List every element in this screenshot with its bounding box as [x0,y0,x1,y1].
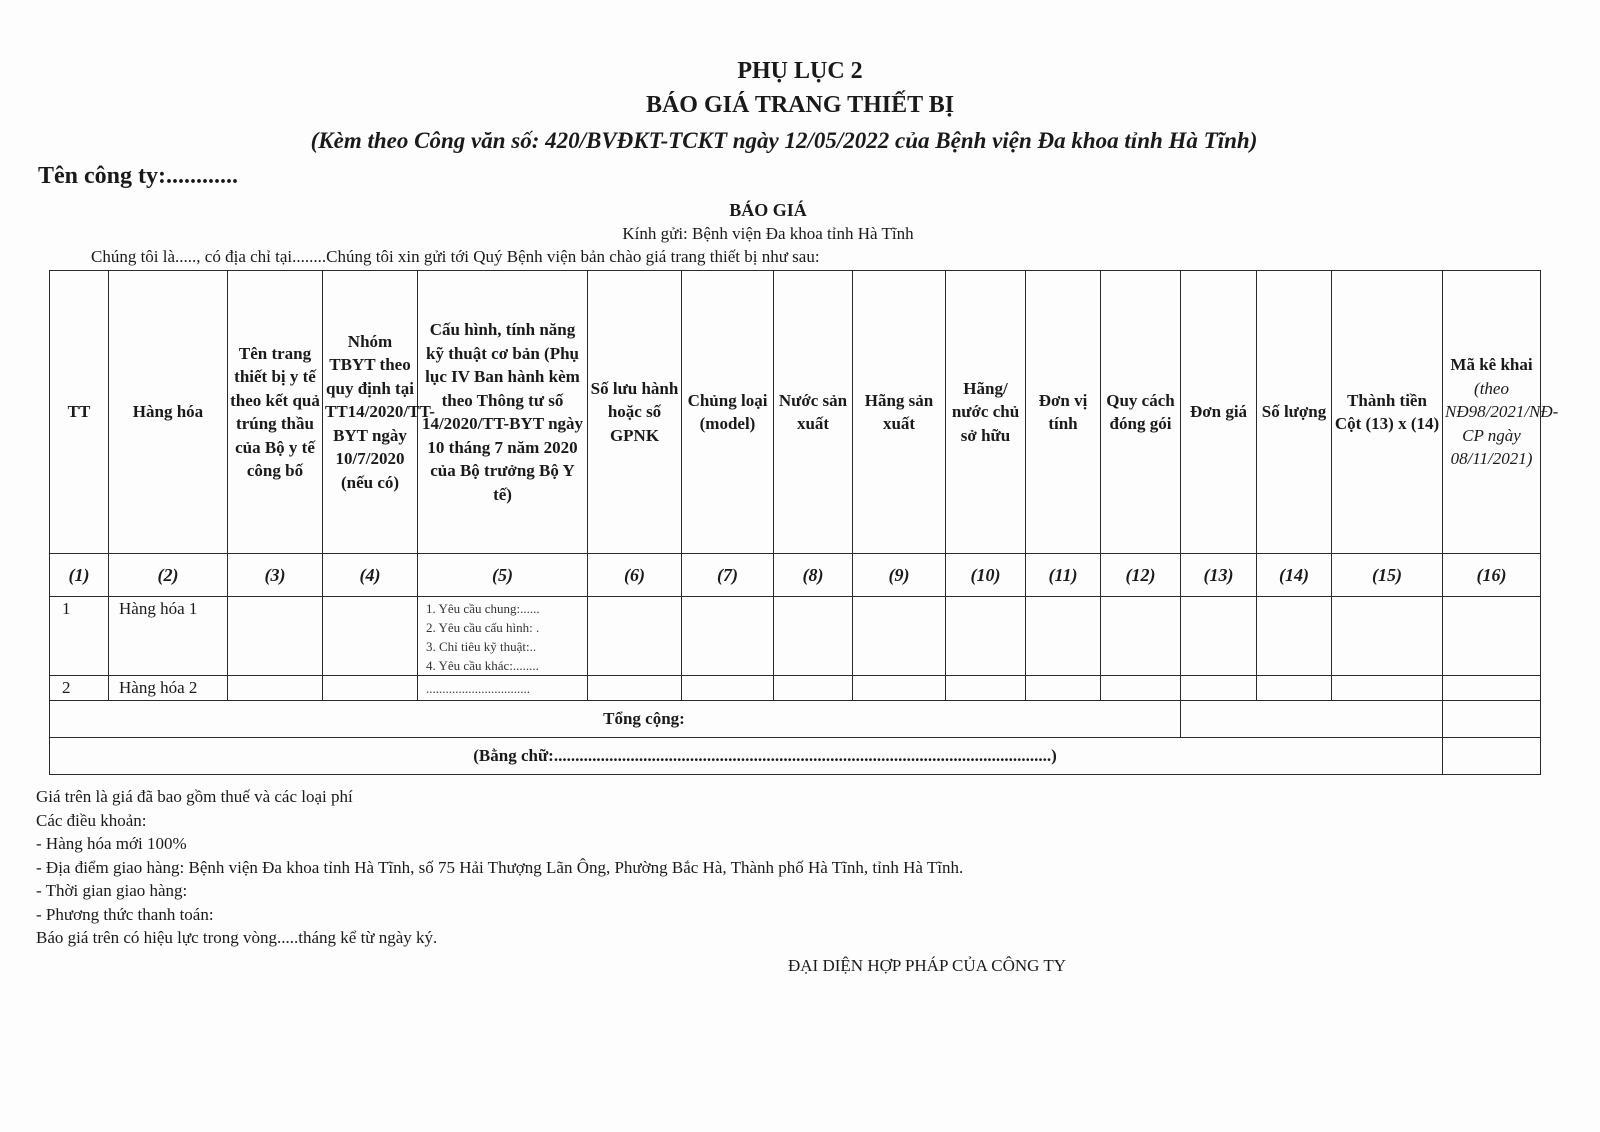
cell-empty [853,597,946,676]
table-row [50,597,1541,676]
document-title: BÁO GIÁ TRANG THIẾT BỊ [645,92,955,118]
amount-in-words-row [50,738,1541,775]
amount-in-words: (Bằng chữ:.....................................................................................................................) [50,738,1443,775]
header-unit-price: Đơn giá [1181,271,1257,554]
col-num: (10) [946,554,1026,597]
note-line: Giá trên là giá đã bao gồm thuế và các loại phí [36,787,353,806]
row-item: Hàng hóa 1 [109,597,228,676]
col-num: (14) [1257,554,1332,597]
spec-line: 3. Chỉ tiêu kỹ thuật:.. [426,639,537,654]
quote-recipient: Kính gửi: Bệnh viện Đa khoa tỉnh Hà Tĩnh [622,224,914,243]
note-line: - Địa điểm giao hàng: Bệnh viện Đa khoa tỉnh Hà Tĩnh, số 75 Hải Thượng Lãn Ông, Phường Bắc Hà, Thành phố Hà Tĩnh, tỉnh Hà Tĩnh. [36,857,964,877]
row-spec [418,597,588,676]
cell-empty [228,676,323,701]
col-num: (1) [50,554,109,597]
note-line: - Phương thức thanh toán: [36,904,214,924]
cell-empty [1332,676,1443,701]
cell-empty [853,676,946,701]
cell-empty [1026,676,1101,701]
header-country: Nước sản xuất [774,271,853,554]
cell-empty [323,676,418,701]
header-tt: TT [50,271,109,554]
total-label: Tổng cộng: [50,701,1181,738]
note-line: Báo giá trên có hiệu lực trong vòng.....tháng kể từ ngày ký. [36,928,438,947]
note-line: - Hàng hóa mới 100% [36,834,187,853]
cell-empty [682,676,774,701]
table-row [50,676,1541,701]
cell-empty [1101,676,1181,701]
spec-line: 1. Yêu cầu chung:...... [426,601,540,616]
cell-empty [1332,597,1443,676]
quote-intro: Chúng tôi là....., có địa chỉ tại........Chúng tôi xin gửi tới Quý Bệnh viện bản chào giá trang thiết bị như sau: [91,247,820,266]
spec-line: 4. Yêu cầu khác:........ [426,658,539,673]
header-item: Hàng hóa [109,271,228,554]
col-num: (15) [1332,554,1443,597]
header-declaration-code [1443,271,1559,554]
cell-empty [774,597,853,676]
cell-empty [1443,738,1541,775]
row-tt: 2 [50,676,109,701]
cell-empty [1181,676,1257,701]
cell-empty [1257,676,1332,701]
header-unit: Đơn vị tính [1026,271,1101,554]
cell-empty [588,676,682,701]
row-item: Hàng hóa 2 [109,676,228,701]
cell-empty [1181,597,1257,676]
header-device-group: Nhóm TBYT theo quy định tại TT14/2020/TT-BYT ngày 10/7/2020 (nếu có) [323,271,418,554]
header-row [50,271,1541,554]
cell-empty [1026,597,1101,676]
header-spec: Cấu hình, tính năng kỹ thuật cơ bản (Phụ lục IV Ban hành kèm theo Thông tư số 14/2020/TT-BYT ngày 10 tháng 7 năm 2020 của Bộ trưởng Bộ Y tế) [418,271,588,554]
header-model: Chủng loại (model) [682,271,774,554]
header-manufacturer: Hãng sản xuất [853,271,946,554]
cell-empty [588,597,682,676]
cell-empty [228,597,323,676]
header-device-name: Tên trang thiết bị y tế theo kết quả trúng thầu của Bộ y tế công bố [228,271,323,554]
row-tt: 1 [50,597,109,676]
row-spec: ................................ [418,676,588,701]
declaration-code-note: (theo NĐ98/2021/NĐ-CP ngày 08/11/2021) [1445,378,1559,469]
terms-notes [36,785,963,950]
header-owner: Hãng/ nước chủ sở hữu [946,271,1026,554]
quote-table [49,270,1559,775]
total-amount [1181,701,1443,738]
header-license: Số lưu hành hoặc số GPNK [588,271,682,554]
cell-empty [946,676,1026,701]
quote-title: BÁO GIÁ [729,200,807,220]
col-num: (12) [1101,554,1181,597]
cell-empty [323,597,418,676]
col-num: (13) [1181,554,1257,597]
col-num: (16) [1443,554,1541,597]
col-num: (5) [418,554,588,597]
cell-empty [682,597,774,676]
header-packaging: Quy cách đóng gói [1101,271,1181,554]
header-quantity: Số lượng [1257,271,1332,554]
cell-empty [946,597,1026,676]
cell-empty [1443,676,1541,701]
cell-empty [1257,597,1332,676]
signature-label: ĐẠI DIỆN HỢP PHÁP CỦA CÔNG TY [788,956,1067,975]
column-number-row [50,554,1541,597]
col-num: (2) [109,554,228,597]
declaration-code-label: Mã kê khai [1450,355,1533,375]
cell-empty [1443,701,1541,738]
note-line: Các điều khoản: [36,810,147,830]
document-subtitle: (Kèm theo Công văn số: 420/BVĐKT-TCKT ngày 12/05/2022 của Bệnh viện Đa khoa tỉnh Hà Tĩnh) [310,128,1258,153]
company-name-line: Tên công ty:............ [38,163,238,189]
cell-empty [774,676,853,701]
cell-empty [1101,597,1181,676]
col-num: (4) [323,554,418,597]
cell-empty [1443,597,1541,676]
col-num: (6) [588,554,682,597]
spec-line: 2. Yêu cầu cấu hình: . [426,620,540,635]
total-row [50,701,1541,738]
col-num: (7) [682,554,774,597]
col-num: (3) [228,554,323,597]
appendix-label: PHỤ LỤC 2 [737,58,863,84]
header-amount: Thành tiền Cột (13) x (14) [1332,271,1443,554]
col-num: (8) [774,554,853,597]
note-line: - Thời gian giao hàng: [36,881,188,900]
col-num: (9) [853,554,946,597]
col-num: (11) [1026,554,1101,597]
